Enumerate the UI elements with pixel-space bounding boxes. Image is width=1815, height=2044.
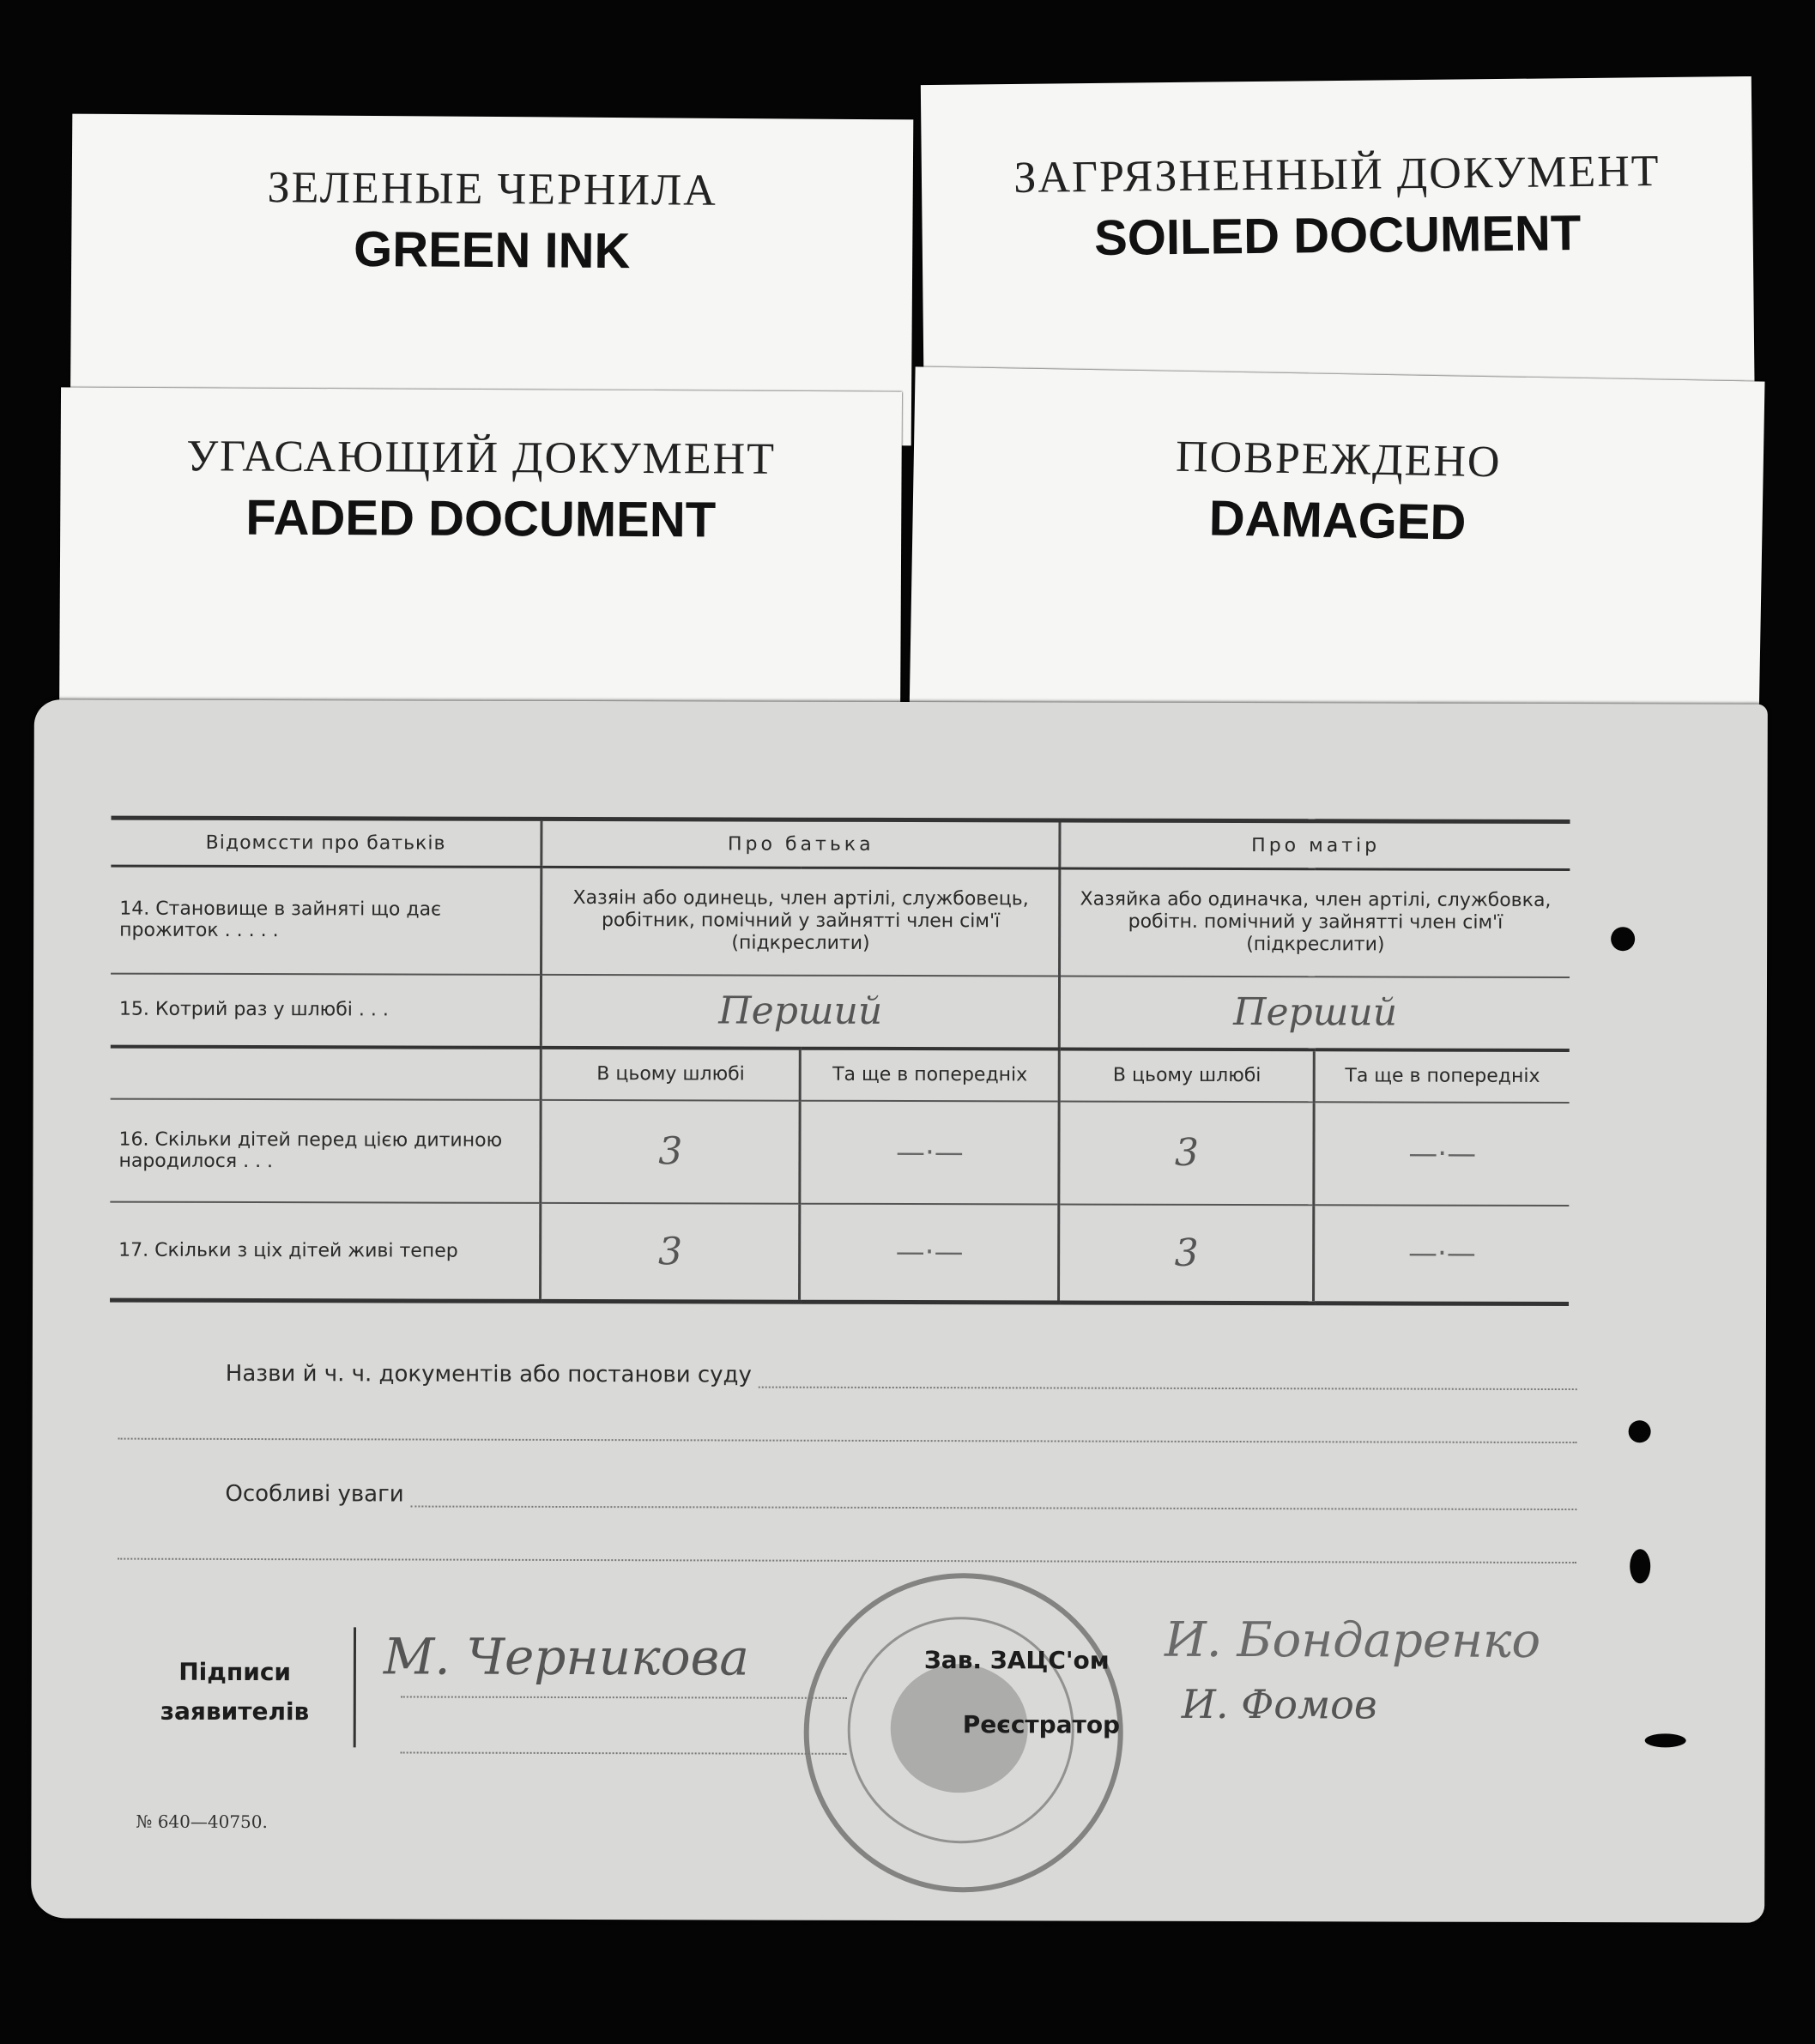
card-en-label: GREEN INK — [353, 221, 631, 280]
table-row-15 — [111, 973, 1570, 1049]
signature-line-2 — [401, 1751, 847, 1754]
card-en-label: FADED DOCUMENT — [245, 489, 717, 548]
table-row-14 — [111, 866, 1570, 977]
table-subheader-row — [111, 1046, 1570, 1102]
faded-document-card — [59, 387, 902, 735]
punch-hole — [1629, 1420, 1651, 1442]
documents-field — [759, 1370, 1577, 1390]
notes-label: Особливі уваги — [225, 1480, 404, 1508]
row17-father-prev: —·— — [800, 1203, 1059, 1303]
row14-father-options: Хазяін або одинець, член артілі, службовець, робітник, помічний у зайнятті член сім'ї (підкреслити) — [541, 867, 1061, 976]
applicants-signatures-label: Підписи заявителів — [160, 1657, 310, 1727]
card-ru-label: ПОВРЕЖДЕНО — [1175, 432, 1503, 487]
notes-line — [118, 1481, 1576, 1563]
row14-label: 14. Становище в зайняті що дає прожиток . . . . . — [111, 866, 541, 974]
row17-mother-prev: —·— — [1314, 1205, 1569, 1304]
table-row-16 — [110, 1098, 1569, 1205]
registrar-signature: И. Бондаренко — [1164, 1612, 1541, 1669]
subheader-father-this-marriage: В цьому шлюбі — [541, 1047, 800, 1100]
subheader-mother-previous: Та ще в попередніх — [1315, 1049, 1570, 1103]
row17-mother-this: 3 — [1059, 1204, 1314, 1303]
parents-info-table — [110, 816, 1570, 1306]
card-en-label: SOILED DOCUMENT — [1093, 205, 1582, 266]
header-parents-info: Відомссти про батьків — [111, 818, 541, 867]
card-ru-label: ЗЕЛЕНЫЕ ЧЕРНИЛА — [267, 163, 718, 215]
row16-label: 16. Скільки дітей перед цією дитиною народилося . . . — [110, 1098, 541, 1202]
registrar-signature-2: И. Фомов — [1181, 1680, 1377, 1728]
signature-line-1 — [401, 1696, 847, 1698]
header-about-mother: Про матір — [1060, 820, 1570, 870]
notes-field-continued — [118, 1541, 1576, 1563]
notes-field — [411, 1489, 1577, 1511]
row16-father-this: 3 — [541, 1099, 800, 1203]
punch-hole — [1630, 1549, 1650, 1583]
row15-mother-value: Перший — [1060, 976, 1570, 1050]
row17-label: 17. Скільки з ціх дітей живі тепер — [110, 1201, 541, 1301]
head-title: Зав. ЗАЦС'ом — [923, 1646, 1110, 1675]
documents-label: Назви й ч. ч. документів або постанови суду — [225, 1360, 752, 1388]
table-row-17 — [110, 1201, 1569, 1303]
documents-line — [118, 1361, 1577, 1443]
row16-mother-prev: —·— — [1314, 1102, 1569, 1206]
registry-form-sheet — [31, 699, 1768, 1922]
punch-hole — [1645, 1733, 1686, 1747]
documents-field-continued — [118, 1421, 1577, 1443]
row14-mother-options: Хазяйка або одиначка, член артілі, службовка, робітн. помічний у зайнятті член сім'ї (підкреслити) — [1060, 868, 1570, 977]
card-ru-label: ЗАГРЯЗНЕННЫЙ ДОКУМЕНТ — [1013, 147, 1661, 203]
table-header-row — [111, 818, 1570, 869]
punch-hole — [1611, 927, 1635, 951]
subheader-father-previous: Та ще в попередніх — [801, 1048, 1060, 1101]
card-ru-label: УГАСАЮЩИЙ ДОКУМЕНТ — [186, 432, 777, 484]
row16-mother-this: 3 — [1059, 1101, 1314, 1205]
applicant-signature: М. Черникова — [383, 1627, 750, 1687]
signature-bracket — [354, 1627, 368, 1747]
row15-father-value: Перший — [541, 974, 1060, 1049]
damaged-card — [909, 366, 1764, 733]
header-about-father: Про батька — [541, 819, 1060, 868]
row16-father-prev: —·— — [800, 1100, 1059, 1204]
subheader-mother-this-marriage: В цьому шлюбі — [1060, 1049, 1315, 1102]
row17-father-this: 3 — [541, 1202, 800, 1302]
form-number: № 640—40750. — [136, 1811, 268, 1833]
row15-label: 15. Котрий раз у шлюбі . . . — [111, 973, 541, 1047]
card-en-label: DAMAGED — [1208, 490, 1467, 551]
registrar-title: Реєстратор — [962, 1710, 1121, 1739]
